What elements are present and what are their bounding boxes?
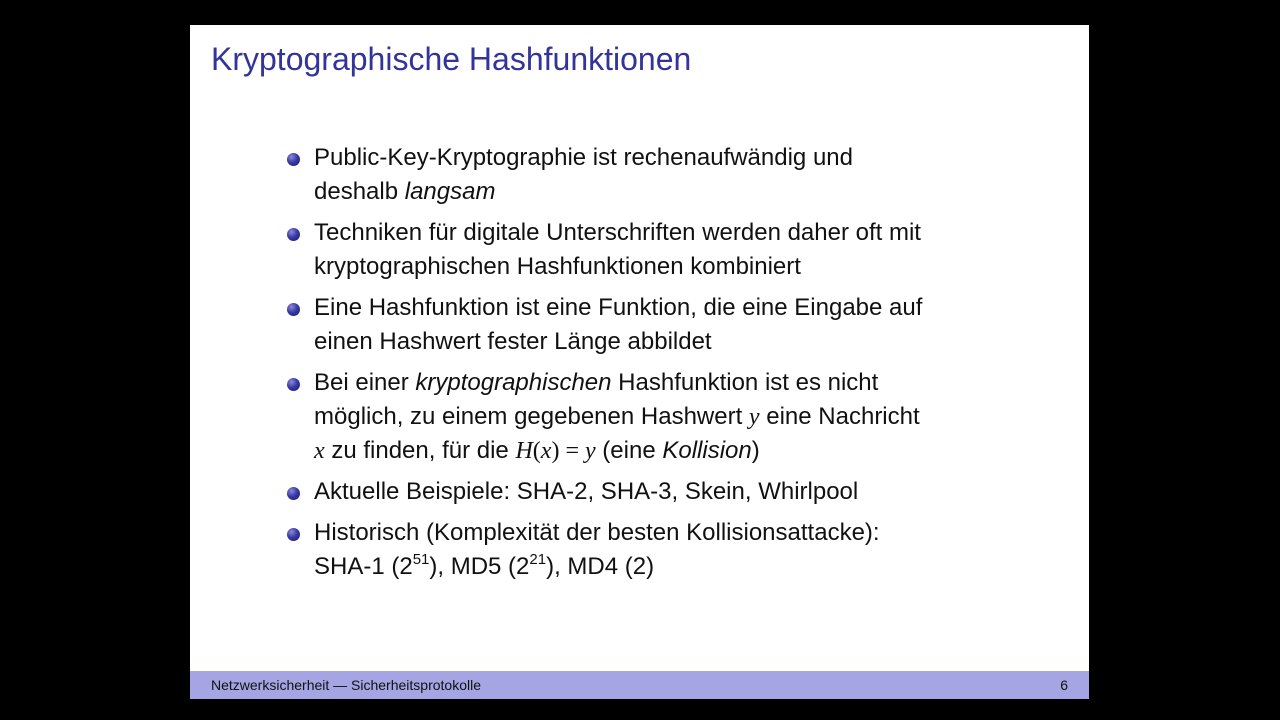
bullet-4-line-3-paren-close: ) [751,437,760,464]
bullet-icon [287,153,300,166]
bullet-icon [287,228,300,241]
slide-title: Kryptographische Hashfunktionen [211,41,692,77]
bullet-3-line-1: Eine Hashfunktion ist eine Funktion, die eine Eingabe auf [314,294,923,321]
bullet-4-line-1 [314,366,1026,400]
math-equals: = [559,438,585,464]
bullet-4-line-3-mid: zu finden, für die [324,437,516,464]
bullet-6-line-1: Historisch (Komplexität der besten Kollisionsattacke): [314,519,880,546]
slide [190,25,1089,699]
bullet-1-line-1: Public-Key-Kryptographie ist rechenaufwändig und [314,144,853,171]
math-arg-x: x [540,438,552,464]
md5-label: ), MD5 (2 [429,553,530,580]
bullet-6-line-2 [314,550,1026,584]
emphasis-kollision: Kollision [662,437,752,464]
bullet-item-3 [286,291,1026,359]
math-paren-open: ( [532,438,541,464]
emphasis-kryptographischen: kryptographischen [415,369,612,396]
bullet-icon [287,487,300,500]
footer-title: Netzwerksicherheit — Sicherheitsprotokolle [211,677,481,693]
bullet-icon [287,303,300,316]
md5-exponent: 21 [529,551,547,568]
bullet-4-line-1-suffix: Hashfunktion ist es nicht [611,369,879,396]
bullet-1-line-2-text: deshalb [314,178,405,205]
math-var-y: y [748,404,760,430]
bullet-4-line-1-prefix: Bei einer [314,369,416,396]
emphasis-langsam: langsam [404,178,496,205]
bullet-2-line-2: kryptographischen Hashfunktionen kombiniert [314,253,801,280]
bullet-icon [287,528,300,541]
bullet-3-line-2: einen Hashwert fester Länge abbildet [314,328,712,355]
bullet-item-4 [286,366,1026,468]
bullet-icon [287,378,300,391]
sha1-exponent: 51 [412,551,430,568]
bullet-item-5 [286,475,1026,509]
bullet-list [286,141,1026,591]
bullet-item-6 [286,516,1026,584]
math-func-H: H [515,438,533,464]
bullet-4-line-2 [314,400,1026,434]
bullet-item-2 [286,216,1026,284]
math-paren-close: ) [551,438,560,464]
bullet-4-line-2-suffix: eine Nachricht [759,403,920,430]
bullet-2-line-1: Techniken für digitale Unterschriften werden daher oft mit [314,219,921,246]
bullet-4-line-3 [314,434,1026,468]
bullet-4-line-3-paren-open: (eine [595,437,663,464]
bullet-4-line-2-prefix: möglich, zu einem gegebenen Hashwert [314,403,749,430]
md4-label: ), MD4 (2) [546,553,655,580]
math-var-x: x [314,438,325,464]
bullet-1-line-2 [314,175,1026,209]
footer-bar [190,671,1089,699]
page-number: 6 [1060,677,1068,693]
math-result-y: y [584,438,596,464]
sha1-label: SHA-1 (2 [314,553,413,580]
bullet-item-1 [286,141,1026,209]
bullet-5-line-1: Aktuelle Beispiele: SHA-2, SHA-3, Skein, Whirlpool [314,478,859,505]
